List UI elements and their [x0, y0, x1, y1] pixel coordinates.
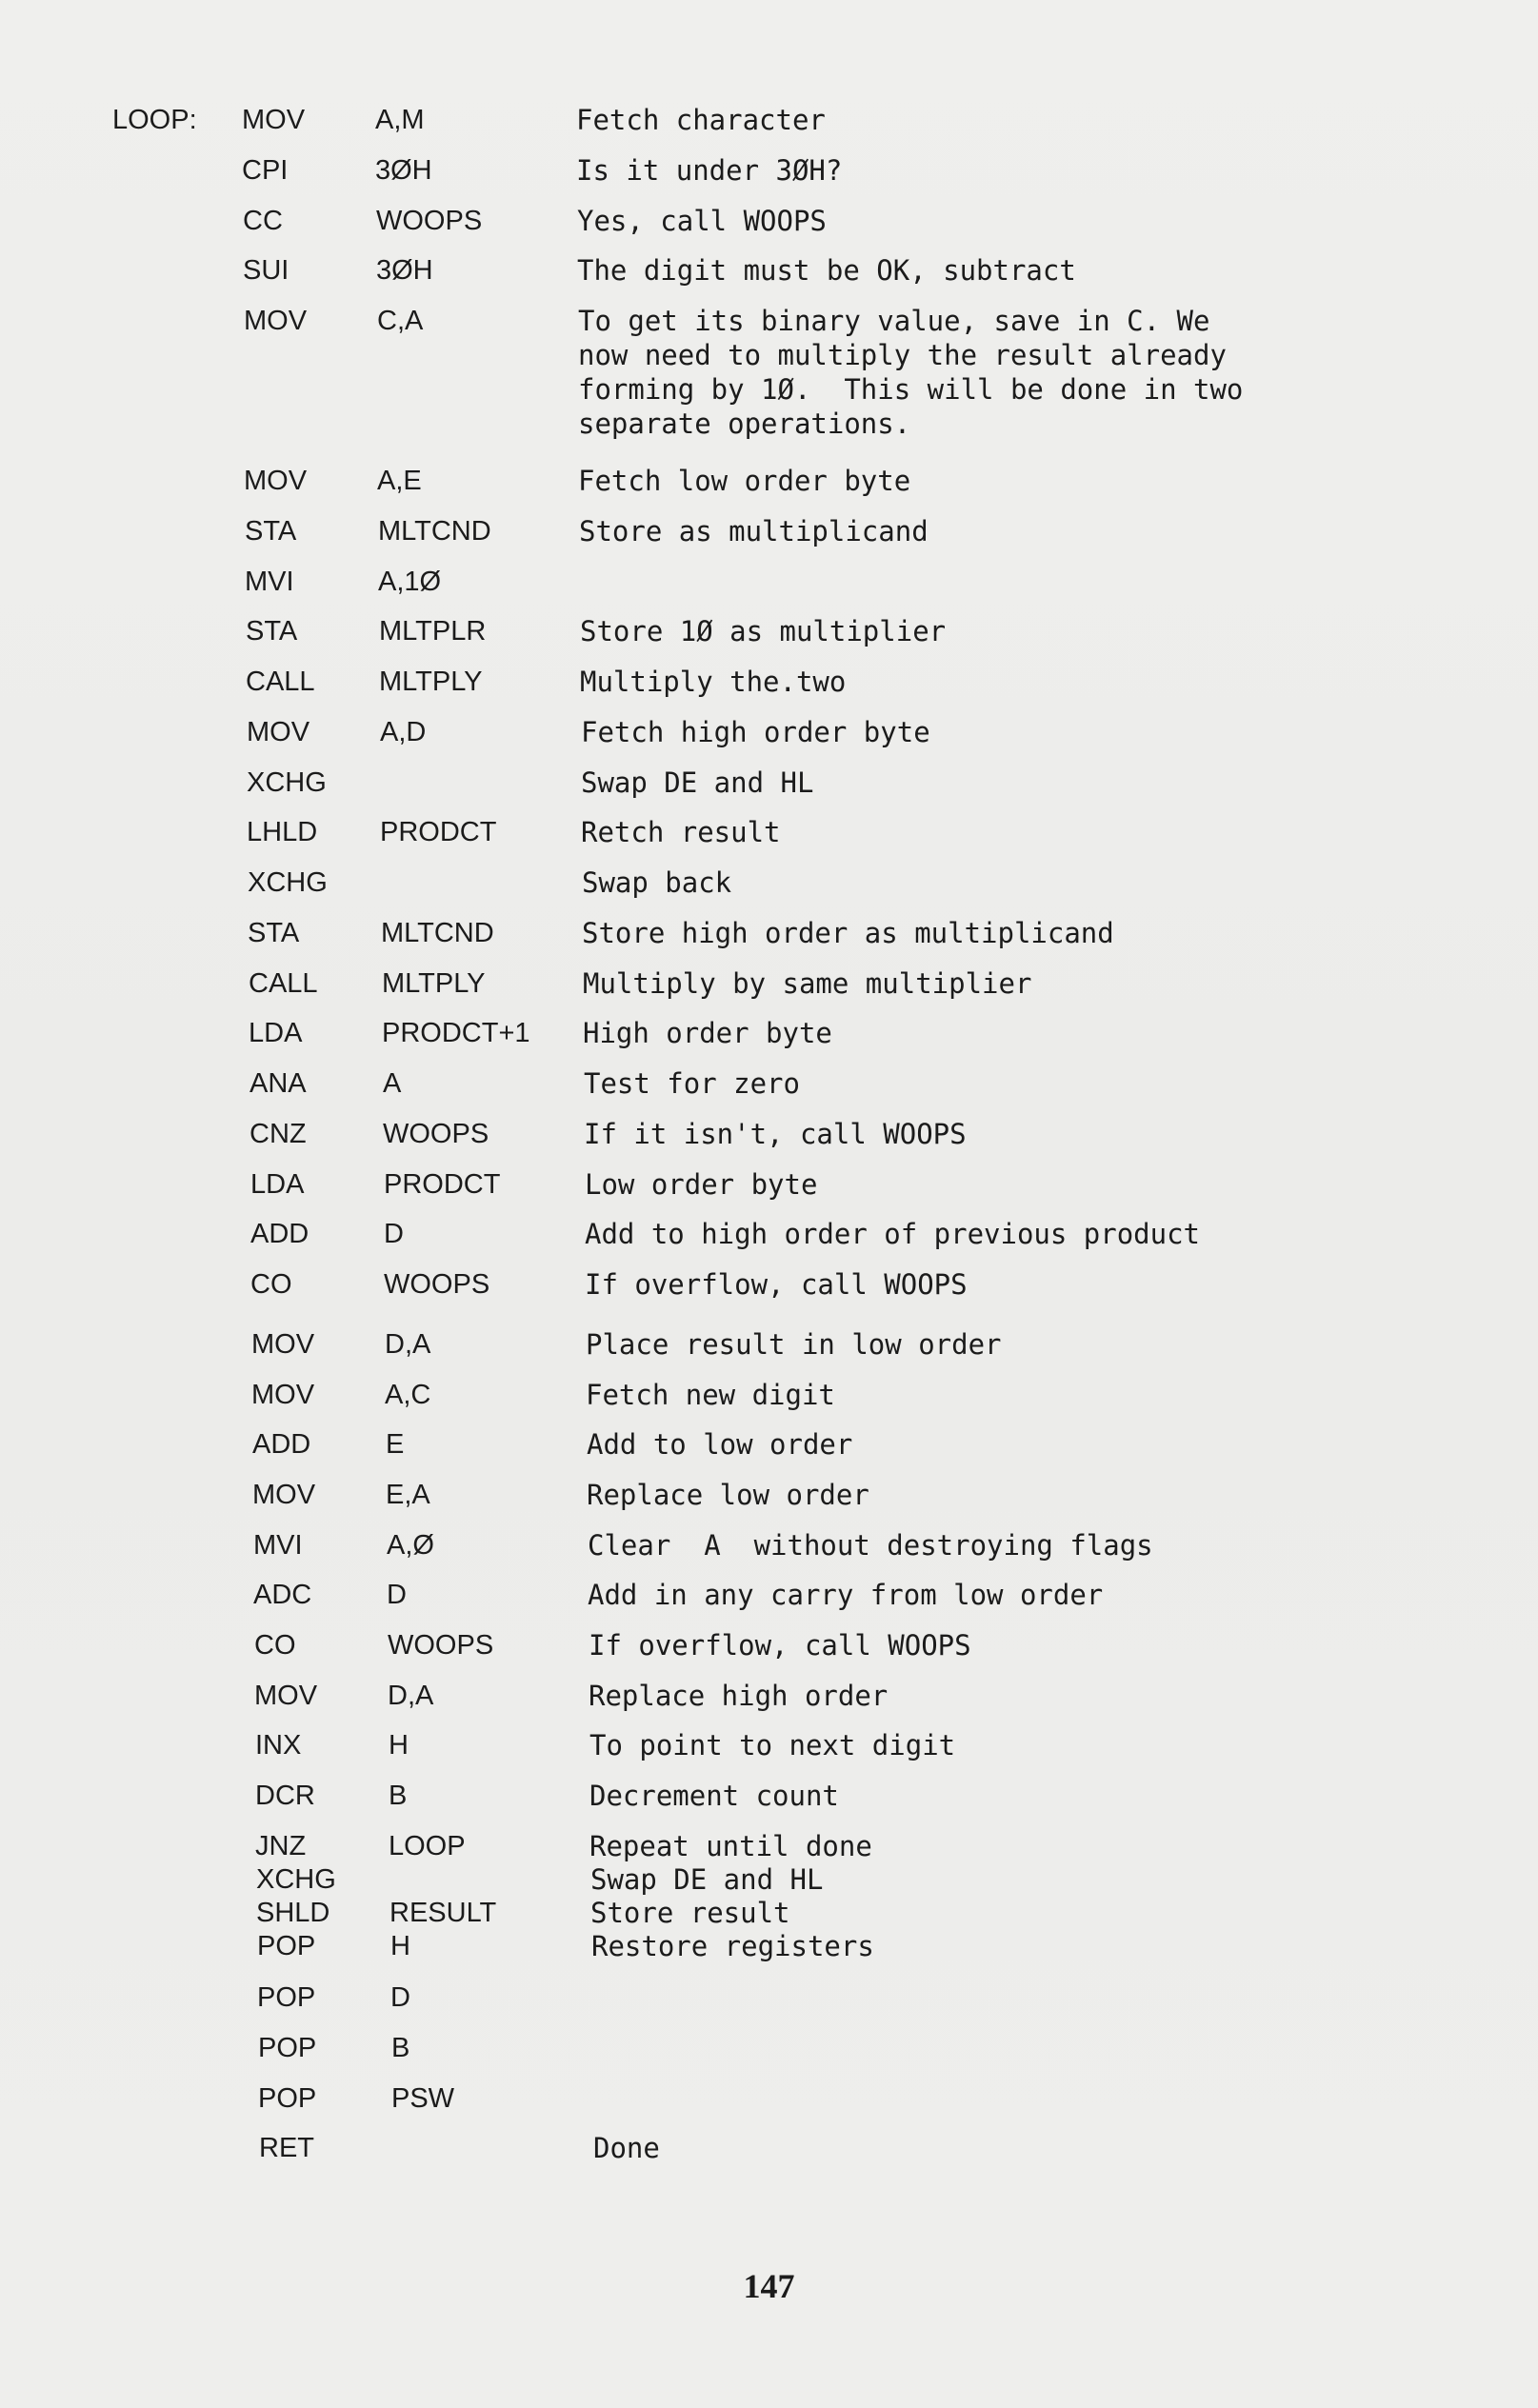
- code-line: [16, 2031, 1538, 2080]
- code-line: [8, 1066, 1538, 1116]
- code-opcode: LDA: [250, 1169, 305, 1200]
- code-line: [5, 815, 1538, 865]
- code-operand: MLTCND: [381, 918, 494, 948]
- code-line: [5, 715, 1538, 765]
- code-opcode: STA: [248, 918, 300, 948]
- code-opcode: SHLD: [256, 1898, 330, 1928]
- code-line: [15, 1980, 1538, 2030]
- code-operand: WOOPS: [384, 1269, 490, 1300]
- code-operand: E,A: [386, 1480, 430, 1510]
- code-comment: If it isn't, call WOOPS: [584, 1118, 967, 1150]
- code-comment: To point to next digit: [589, 1729, 956, 1761]
- page-number: 147: [743, 2267, 795, 2305]
- code-comment: Swap back: [582, 866, 732, 899]
- code-line: [4, 665, 1538, 714]
- code-operand: MLTCND: [378, 516, 491, 547]
- code-operand: WOOPS: [383, 1119, 489, 1149]
- code-operand: D: [387, 1580, 407, 1610]
- code-operand: PSW: [391, 2083, 455, 2114]
- code-opcode: XCHG: [247, 767, 327, 798]
- code-comment: Restore registers: [591, 1930, 874, 1962]
- code-comment: If overflow, call WOOPS: [585, 1268, 968, 1301]
- code-opcode: XCHG: [256, 1864, 336, 1895]
- code-operand: D: [390, 1982, 410, 2013]
- code-opcode: POP: [258, 2033, 317, 2063]
- code-operand: D,A: [385, 1329, 431, 1360]
- code-opcode: CC: [243, 206, 283, 236]
- code-operand: D: [384, 1219, 404, 1249]
- code-comment: High order byte: [583, 1017, 832, 1049]
- code-opcode: DCR: [255, 1781, 315, 1811]
- code-opcode: STA: [245, 516, 297, 547]
- code-line: [0, 153, 1538, 203]
- code-line: [9, 1267, 1538, 1317]
- code-operand: B: [391, 2033, 410, 2063]
- code-line: [11, 1528, 1538, 1578]
- code-operand: A,1Ø: [378, 567, 442, 597]
- code-comment: Fetch low order byte: [578, 465, 911, 497]
- code-opcode: ADC: [253, 1580, 312, 1610]
- code-operand: MLTPLY: [382, 968, 486, 999]
- code-comment: Multiply by same multiplier: [583, 967, 1032, 1000]
- code-line: [7, 966, 1538, 1016]
- code-operand: LOOP: [389, 1831, 466, 1861]
- code-comment: Fetch new digit: [586, 1379, 835, 1411]
- code-comment: Swap DE and HL: [590, 1863, 824, 1896]
- code-line: [6, 916, 1538, 965]
- code-operand: PRODCT: [380, 817, 497, 847]
- code-operand: A,E: [377, 466, 422, 496]
- code-opcode: CNZ: [250, 1119, 307, 1149]
- code-comment: Fetch character: [576, 104, 826, 136]
- code-operand: 3ØH: [375, 155, 432, 186]
- code-line: [6, 866, 1538, 915]
- code-line: [10, 1378, 1538, 1427]
- code-opcode: ADD: [252, 1429, 311, 1460]
- code-line: [1, 253, 1538, 303]
- code-comment: Test for zero: [584, 1067, 800, 1100]
- code-opcode: MOV: [244, 306, 308, 336]
- code-comment: The digit must be OK, subtract: [577, 254, 1076, 287]
- code-comment: Place result in low order: [586, 1328, 1002, 1361]
- code-operand: 3ØH: [376, 255, 433, 286]
- code-line: [1, 204, 1538, 253]
- code-opcode: MOV: [247, 717, 310, 747]
- code-opcode: POP: [257, 1931, 316, 1961]
- code-opcode: CALL: [249, 968, 318, 999]
- code-opcode: ADD: [250, 1219, 310, 1249]
- code-opcode: LHLD: [247, 817, 318, 847]
- code-opcode: SUI: [243, 255, 290, 286]
- code-comment: Store as multiplicand: [579, 515, 929, 547]
- code-line: [12, 1628, 1538, 1678]
- code-opcode: JNZ: [255, 1831, 307, 1861]
- code-line: [8, 1117, 1538, 1166]
- code-comment: Add to low order: [587, 1428, 853, 1461]
- code-line: [3, 514, 1538, 564]
- code-comment: Replace low order: [587, 1479, 869, 1511]
- code-comment: Clear A without destroying flags: [588, 1529, 1153, 1562]
- code-comment: Done: [593, 2132, 660, 2164]
- code-comment: To get its binary value, save in C. We now need to multiply the result already forming by 1Ø. This will be done in two separate operations.: [578, 305, 1244, 440]
- code-opcode: RET: [259, 2133, 314, 2163]
- code-comment: Multiply the.two: [580, 666, 847, 698]
- code-comment: Replace high order: [589, 1680, 889, 1712]
- code-operand: A,C: [385, 1380, 431, 1410]
- code-opcode: MVI: [253, 1530, 303, 1561]
- code-line: [17, 2131, 1538, 2180]
- code-line: [16, 2081, 1538, 2131]
- code-comment: Add to high order of previous product: [585, 1218, 1201, 1250]
- code-comment: Repeat until done: [589, 1830, 872, 1862]
- code-line: [0, 103, 1538, 152]
- code-label: LOOP:: [112, 105, 197, 135]
- code-operand: MLTPLR: [379, 616, 487, 647]
- code-operand: WOOPS: [388, 1630, 494, 1661]
- code-comment: Swap DE and HL: [581, 766, 814, 799]
- code-opcode: XCHG: [248, 867, 328, 898]
- code-opcode: POP: [257, 1982, 316, 2013]
- code-line: [10, 1327, 1538, 1377]
- code-comment: Add in any carry from low order: [588, 1579, 1104, 1611]
- code-opcode: MOV: [252, 1480, 316, 1510]
- code-comment: Fetch high order byte: [581, 716, 930, 748]
- code-opcode: MOV: [242, 105, 306, 135]
- code-opcode: MOV: [254, 1681, 318, 1711]
- code-comment: Is it under 3ØH?: [576, 154, 843, 187]
- code-line: [9, 1217, 1538, 1266]
- code-line: [2, 464, 1538, 513]
- code-opcode: MOV: [244, 466, 308, 496]
- code-line: [10, 1427, 1538, 1477]
- code-opcode: CPI: [242, 155, 289, 186]
- code-comment: Retch result: [581, 816, 781, 848]
- code-operand: H: [390, 1931, 410, 1961]
- code-comment: Low order byte: [585, 1168, 818, 1201]
- code-operand: A,D: [380, 717, 427, 747]
- code-opcode: MOV: [251, 1380, 315, 1410]
- code-line: [10, 1478, 1538, 1527]
- code-line: [5, 766, 1538, 815]
- code-comment: Store 1Ø as multiplier: [580, 615, 947, 647]
- code-operand: PRODCT+1: [382, 1018, 530, 1048]
- code-comment: Decrement count: [589, 1780, 839, 1812]
- code-operand: B: [389, 1781, 408, 1811]
- code-operand: D,A: [388, 1681, 434, 1711]
- code-opcode: CALL: [246, 667, 315, 697]
- code-comment: Yes, call WOOPS: [577, 205, 827, 237]
- code-line: [7, 1016, 1538, 1065]
- code-line: [2, 304, 1538, 440]
- code-comment: Store result: [590, 1897, 790, 1929]
- code-line: [3, 565, 1538, 614]
- code-line: [4, 614, 1538, 664]
- code-operand: A: [383, 1068, 402, 1099]
- code-operand: PRODCT: [384, 1169, 501, 1200]
- code-opcode: MVI: [245, 567, 294, 597]
- code-operand: A,Ø: [387, 1530, 434, 1561]
- code-opcode: POP: [258, 2083, 317, 2114]
- code-opcode: STA: [246, 616, 298, 647]
- code-opcode: CO: [250, 1269, 292, 1300]
- code-operand: MLTPLY: [379, 667, 483, 697]
- code-operand: RESULT: [389, 1898, 497, 1928]
- code-line: [12, 1679, 1538, 1728]
- code-opcode: CO: [254, 1630, 296, 1661]
- code-operand: WOOPS: [376, 206, 483, 236]
- code-opcode: INX: [255, 1730, 302, 1761]
- code-opcode: MOV: [251, 1329, 315, 1360]
- code-operand: A,M: [375, 105, 425, 135]
- code-opcode: LDA: [249, 1018, 303, 1048]
- code-operand: C,A: [377, 306, 424, 336]
- code-comment: If overflow, call WOOPS: [589, 1629, 971, 1662]
- code-opcode: ANA: [250, 1068, 307, 1099]
- code-line: [11, 1578, 1538, 1627]
- code-line: [13, 1728, 1538, 1778]
- code-operand: E: [386, 1429, 405, 1460]
- code-line: [13, 1779, 1538, 1828]
- code-operand: H: [389, 1730, 409, 1761]
- code-line: [9, 1167, 1538, 1217]
- code-line: [15, 1929, 1538, 1979]
- code-comment: Store high order as multiplicand: [582, 917, 1114, 949]
